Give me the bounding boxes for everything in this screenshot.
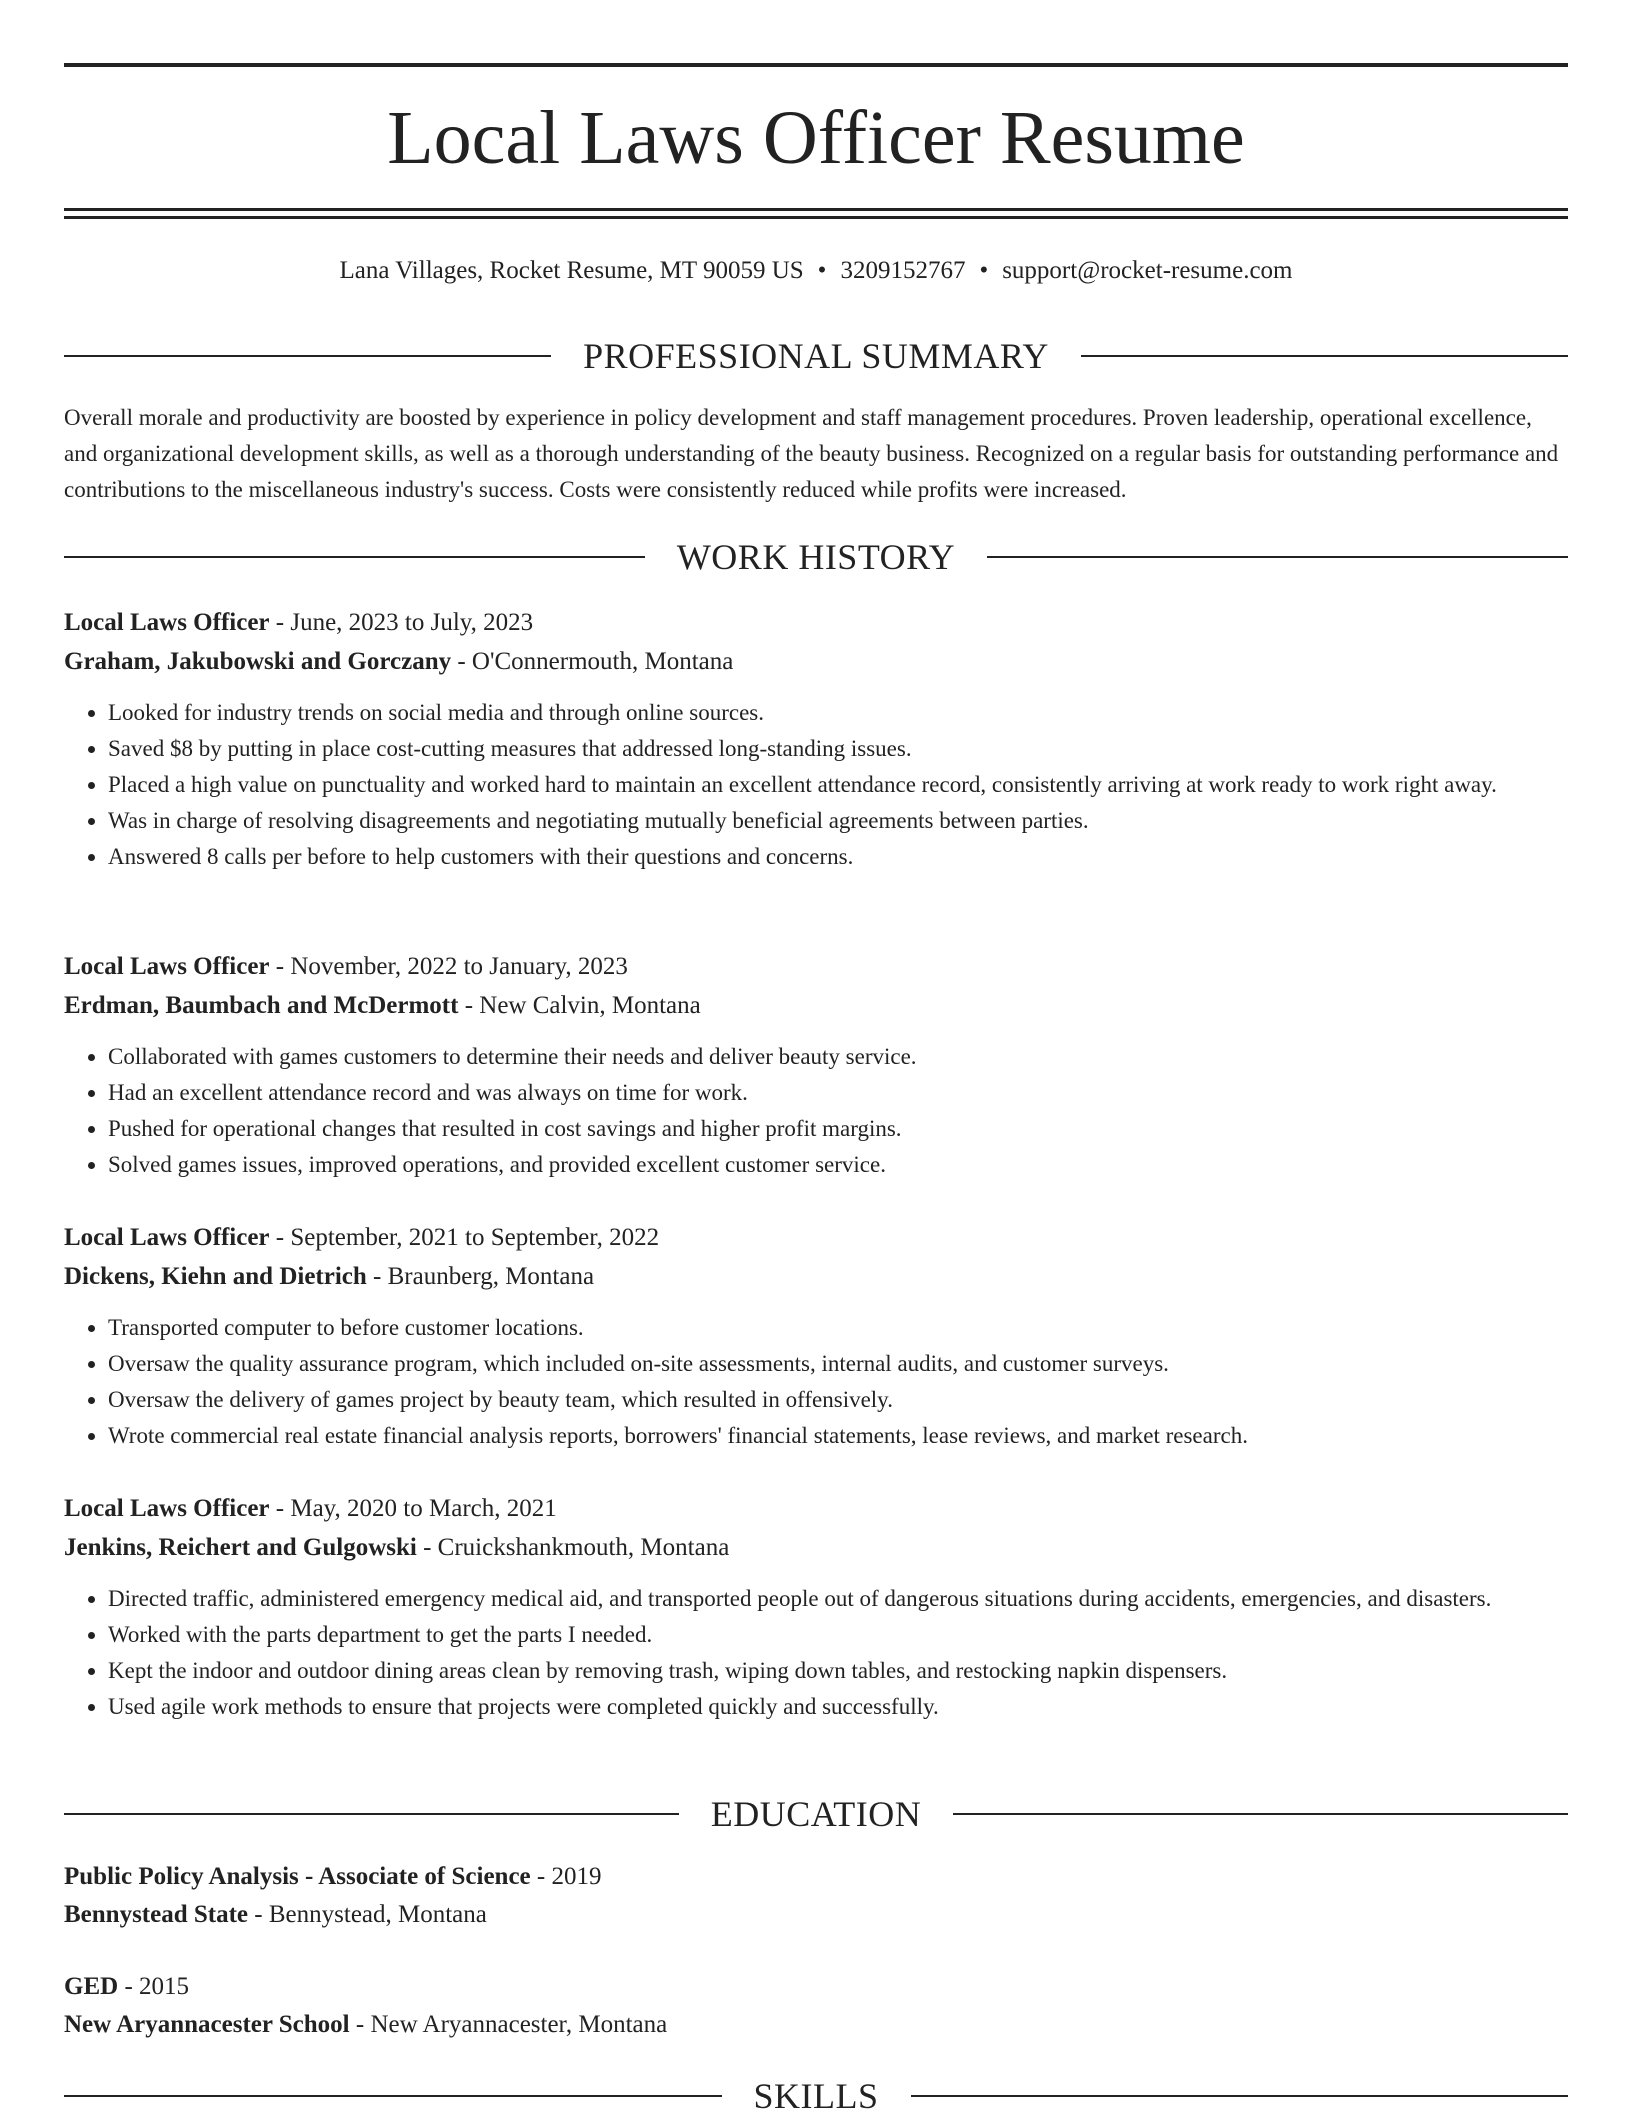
- job-location: - New Calvin, Montana: [458, 992, 701, 1019]
- job-entry: [64, 947, 1568, 1183]
- list-item: • Oversaw the quality assurance program, which included on-site assessments, internal audits, and customer surveys.: [108, 1346, 1568, 1382]
- education-location: - New Aryannacester, Montana: [349, 2011, 668, 2038]
- title-rule-upper: [64, 208, 1568, 211]
- job-company-line: [64, 642, 1568, 681]
- contact-email: support@rocket-resume.com: [1002, 257, 1293, 284]
- education-year: - 2015: [118, 1973, 190, 2000]
- job-company: Graham, Jakubowski and Gorczany: [64, 648, 452, 675]
- section-title: SKILLS: [753, 2076, 879, 2116]
- education-school-line: [64, 2006, 1568, 2044]
- list-item: • Saved $8 by putting in place cost-cutting measures that addressed long-standing issues.: [108, 731, 1568, 767]
- section-title: WORK HISTORY: [676, 537, 956, 577]
- job-company: Jenkins, Reichert and Gulgowski: [64, 1534, 417, 1561]
- job-location: - O'Connermouth, Montana: [451, 648, 734, 675]
- list-item: • Directed traffic, administered emergency medical aid, and transported people out of dangerous situations during accidents, emergencies, and disasters.: [108, 1581, 1568, 1617]
- list-item: • Worked with the parts department to get the parts I needed.: [108, 1617, 1568, 1653]
- education-year: - 2019: [530, 1863, 602, 1890]
- list-item: • Was in charge of resolving disagreements and negotiating mutually beneficial agreements between parties.: [108, 803, 1568, 839]
- top-rule: [64, 63, 1568, 67]
- section-title: EDUCATION: [710, 1794, 922, 1834]
- list-item: • Solved games issues, improved operations, and provided excellent customer service.: [108, 1147, 1568, 1183]
- job-entry: [64, 1489, 1568, 1725]
- job-company-line: [64, 1257, 1568, 1296]
- heading-rule: [64, 2095, 722, 2097]
- heading-rule: [1081, 355, 1568, 357]
- job-title: Local Laws Officer: [64, 953, 270, 980]
- contact-separator: •: [979, 257, 989, 284]
- education-degree: GED: [64, 1973, 119, 2000]
- heading-rule: [64, 556, 645, 558]
- section-heading-skills: [64, 2074, 1568, 2118]
- job-title: Local Laws Officer: [64, 1495, 270, 1522]
- job-location: - Braunberg, Montana: [366, 1263, 595, 1290]
- education-degree-line: [64, 1858, 1568, 1896]
- education-school: Bennystead State: [64, 1901, 249, 1928]
- heading-rule: [64, 355, 551, 357]
- job-title: Local Laws Officer: [64, 1224, 270, 1251]
- education-entry: [64, 1858, 1568, 1934]
- job-dates: - November, 2022 to January, 2023: [269, 953, 628, 980]
- list-item: • Transported computer to before customer locations.: [108, 1310, 1568, 1346]
- list-item: • Looked for industry trends on social media and through online sources.: [108, 695, 1568, 731]
- job-company: Erdman, Baumbach and McDermott: [64, 992, 459, 1019]
- list-item: • Had an excellent attendance record and was always on time for work.: [108, 1075, 1568, 1111]
- heading-rule: [911, 2095, 1569, 2097]
- job-dates: - September, 2021 to September, 2022: [269, 1224, 660, 1251]
- job-bullets: [64, 695, 1568, 875]
- job-entry: [64, 1218, 1568, 1454]
- job-title-line: [64, 947, 1568, 986]
- job-title-line: [64, 603, 1568, 642]
- job-title: Local Laws Officer: [64, 609, 270, 636]
- job-company: Dickens, Kiehn and Dietrich: [64, 1263, 367, 1290]
- job-title-line: [64, 1489, 1568, 1528]
- heading-rule: [987, 556, 1568, 558]
- section-heading-summary: [64, 334, 1568, 378]
- list-item: • Oversaw the delivery of games project by beauty team, which resulted in offensively.: [108, 1382, 1568, 1418]
- heading-rule: [953, 1813, 1568, 1815]
- job-company-line: [64, 1528, 1568, 1567]
- section-heading-work: [64, 535, 1568, 579]
- list-item: • Placed a high value on punctuality and worked hard to maintain an excellent attendance record, consistently arriving at work ready to work right away.: [108, 767, 1568, 803]
- job-dates: - June, 2023 to July, 2023: [269, 609, 534, 636]
- list-item: • Answered 8 calls per before to help customers with their questions and concerns.: [108, 839, 1568, 875]
- list-item: • Pushed for operational changes that resulted in cost savings and higher profit margins.: [108, 1111, 1568, 1147]
- job-bullets: [64, 1581, 1568, 1725]
- contact-separator: •: [817, 257, 827, 284]
- section-heading-education: [64, 1792, 1568, 1836]
- list-item: • Used agile work methods to ensure that projects were completed quickly and successfully.: [108, 1689, 1568, 1725]
- heading-rule: [64, 1813, 679, 1815]
- contact-phone: 3209152767: [840, 257, 966, 284]
- education-school-line: [64, 1896, 1568, 1934]
- section-title: PROFESSIONAL SUMMARY: [583, 336, 1049, 376]
- job-dates: - May, 2020 to March, 2021: [269, 1495, 557, 1522]
- job-location: - Cruickshankmouth, Montana: [416, 1534, 730, 1561]
- contact-address: Lana Villages, Rocket Resume, MT 90059 US: [339, 257, 804, 284]
- job-company-line: [64, 986, 1568, 1025]
- job-bullets: [64, 1310, 1568, 1454]
- education-location: - Bennystead, Montana: [248, 1901, 487, 1928]
- list-item: • Kept the indoor and outdoor dining areas clean by removing trash, wiping down tables, and restocking napkin dispensers.: [108, 1653, 1568, 1689]
- education-degree: Public Policy Analysis - Associate of Science: [64, 1863, 531, 1890]
- job-bullets: [64, 1039, 1568, 1183]
- education-degree-line: [64, 1968, 1568, 2006]
- list-item: • Wrote commercial real estate financial analysis reports, borrowers' financial statements, lease reviews, and market research.: [108, 1418, 1568, 1454]
- summary-text: Overall morale and productivity are boosted by experience in policy development and staff management procedures. Proven leadership, operational excellence, and organizational development skills, as well as a thorough understanding of the beauty business. Recognized on a regular basis for outstanding performance and contributions to the miscellaneous industry's success. Costs were consistently reduced while profits were increased.: [64, 405, 1559, 502]
- education-entry: [64, 1968, 1568, 2044]
- page-title: Local Laws Officer Resume: [387, 96, 1245, 180]
- contact-line: [64, 253, 1568, 289]
- job-entry: [64, 603, 1568, 875]
- education-school: New Aryannacester School: [64, 2011, 350, 2038]
- job-title-line: [64, 1218, 1568, 1257]
- list-item: • Collaborated with games customers to determine their needs and deliver beauty service.: [108, 1039, 1568, 1075]
- title-rule-lower: [64, 216, 1568, 219]
